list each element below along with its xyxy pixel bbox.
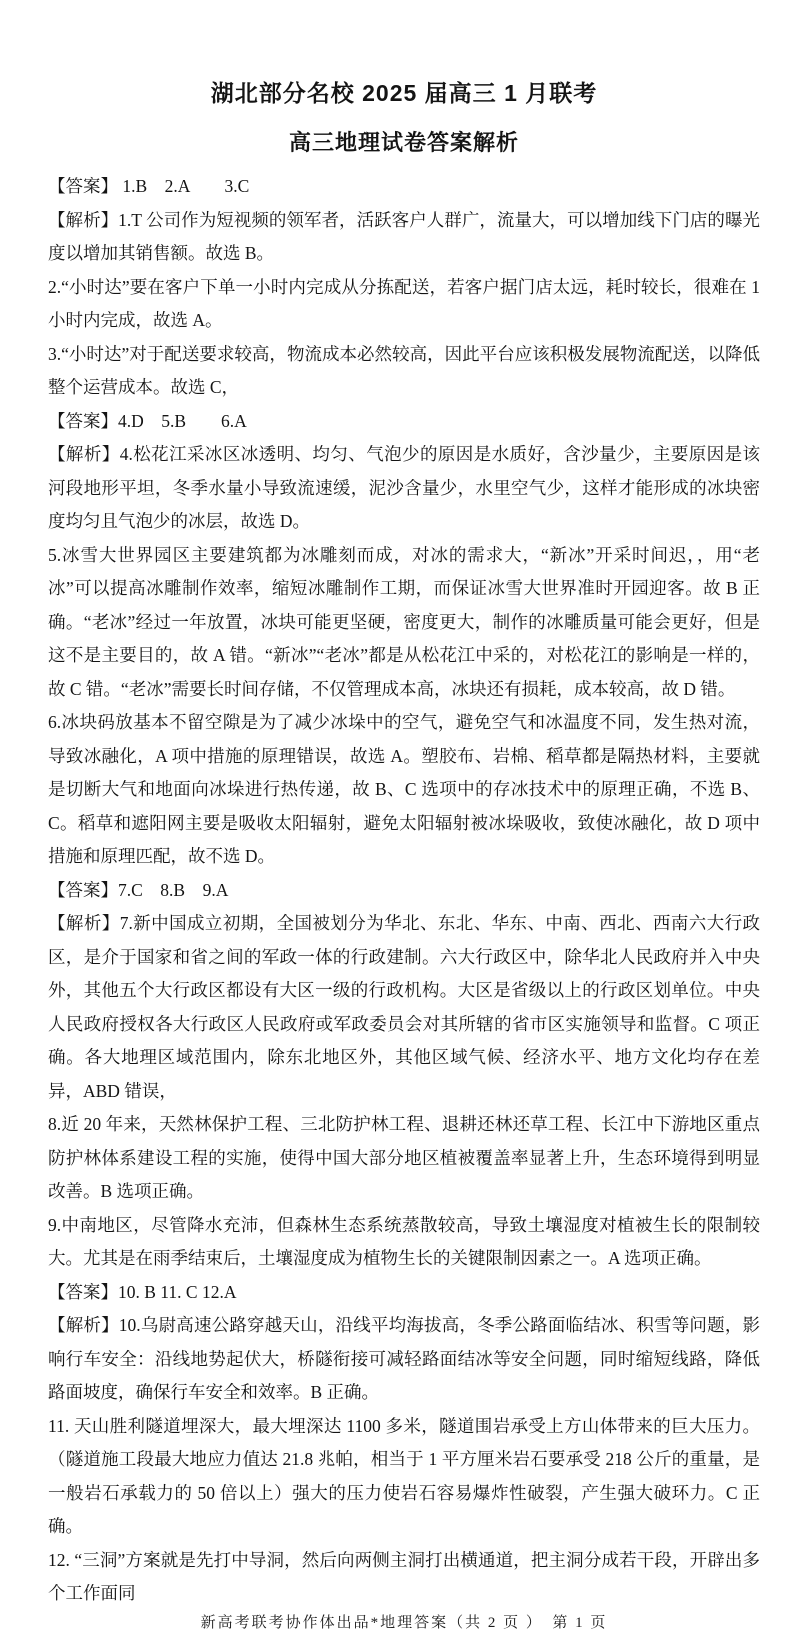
paragraph [48,438,760,539]
paragraph [48,271,760,338]
paragraph [48,405,760,439]
paragraph-text: 5.冰雪大世界园区主要建筑都为冰雕刻而成，对冰的需求大，“新冰”开采时间迟，，用“老冰”可以提高冰雕制作效率，缩短冰雕制作工期，而保证冰雪大世界准时开园迎客。故 B 正确。“老冰”经过一年放置，冰块可能更坚硬，密度更大，制作的冰雕质量可能会更好，但是这不是主要目的，故 A 错。“新冰”“老冰”都是从松花江中采的，对松花江的影响是一样的，故 C 错。“老冰”需要长时间存储，不仅管理成本高，冰块还有损耗，成本较高，故 D 错。 [48,544,760,699]
paragraph-text: 7.C 8.B 9.A [118,879,229,900]
paragraph-label: 【答案】 [48,176,118,196]
paragraph-label: 【解析】 [48,444,120,464]
paragraph-label: 【解析】 [48,913,120,933]
paragraph [48,706,760,874]
paragraph [48,170,760,204]
paragraph [48,1209,760,1276]
paragraph-label: 【解析】 [48,209,119,230]
paragraph [48,1309,760,1410]
paragraph [48,1544,760,1611]
paragraph [48,204,760,271]
paragraph-label: 【答案】 [48,1281,118,1302]
paragraph [48,1410,760,1544]
paragraph-text: 7.新中国成立初期，全国被划分为华北、东北、华东、中南、西北、西南六大行政区，是介于国家和省之间的军政一体的行政建制。六大行政区中，除华北人民政府并入中央外，其他五个大行政区都设有大区一级的行政机构。大区是省级以上的行政区划单位。中央人民政府授权各大行政区人民政府或军政委员会对其所辖的省市区实施领导和监督。C 项正确。各大地理区域范围内，除东北地区外，其他区域气候、经济水平、地方文化均存在差异，ABD 错误， [48,913,761,1101]
paragraph [48,874,760,908]
paragraph-text: 10.乌尉高速公路穿越天山，沿线平均海拔高，冬季公路面临结冰、积雪等问题，影响行车安全：沿线地势起伏大，桥隧衔接可减轻路面结冰等安全问题，同时缩短线路，降低路面坡度，确保行车安全和效率。B 正确。 [48,1315,761,1402]
paragraph-text: 6.冰块码放基本不留空隙是为了减少冰垛中的空气，避免空气和冰温度不同，发生热对流，导致冰融化，A 项中措施的原理错误，故选 A。塑胶布、岩棉、稻草都是隔热材料，主要就是切断大气和地面向冰垛进行热传递，故 B、C 选项中的存冰技术中的原理正确，不选 B、C。稻草和遮阳网主要是吸收太阳辐射，避免太阳辐射被冰垛吸收，致使冰融化，故 D 项中措施和原理匹配，故不选 D。 [48,712,760,866]
paragraph-text: 2.“小时达”要在客户下单一小时内完成从分拣配送，若客户据门店太远，耗时较长，很难在 1 小时内完成，故选 A。 [48,276,760,330]
paragraph-text: 4.D 5.B 6.A [118,410,247,431]
paragraph-text: 1.T 公司作为短视频的领军者，活跃客户人群广，流量大，可以增加线下门店的曝光度以增加其销售额。故选 B。 [48,209,761,263]
paragraph-text: 1.B 2.A 3.C [118,176,250,196]
page-footer: 新高考联考协作体出品*地理答案（共 2 页 ） 第 1 页 [200,1614,608,1631]
paragraph-label: 【答案】 [48,879,118,900]
paragraph-text: 4.松花江采冰区冰透明、均匀、气泡少的原因是水质好，含沙量少，主要原因是该河段地形平坦，冬季水量小导致流速缓，泥沙含量少，水里空气少，这样才能形成的冰块密度均匀且气泡少的冰层，故选 D。 [48,444,761,531]
paragraph-text: 10. B 11. C 12.A [118,1281,237,1302]
paragraph [48,1276,760,1310]
page-title: 湖北部分名校 2025 届高三 1 月联考 [210,80,598,106]
paragraph-text: 8.近 20 年来，天然林保护工程、三北防护林工程、退耕还林还草工程、长江中下游地区重点防护林体系建设工程的实施，使得中国大部分地区植被覆盖率显著上升，生态环境得到明显改善。B 选项正确。 [48,1114,760,1201]
paragraph-list [48,170,760,1611]
paragraph-text: 3.“小时达”对于配送要求较高，物流成本必然较高，因此平台应该积极发展物流配送，以降低整个运营成本。故选 C， [48,343,760,397]
paragraph-label: 【解析】 [48,1315,119,1335]
paragraph [48,338,760,405]
page-subtitle: 高三地理试卷答案解析 [288,130,519,155]
paragraph-text: 9.中南地区，尽管降水充沛，但森林生态系统蒸散较高，导致土壤湿度对植被生长的限制较大。尤其是在雨季结束后，土壤湿度成为植物生长的关键限制因素之一。A 选项正确。 [48,1214,760,1268]
paragraph [48,539,760,707]
paragraph-label: 【答案】 [48,410,118,431]
paragraph [48,907,760,1108]
paragraph [48,1108,760,1209]
paragraph-text: 12. “三洞”方案就是先打中导洞，然后向两侧主洞打出横通道，把主洞分成若干段，开辟出多个工作面同 [48,1549,760,1603]
paragraph-text: 11. 天山胜利隧道埋深大，最大埋深达 1100 多米，隧道围岩承受上方山体带来的巨大压力。（隧道施工段最大地应力值达 21.8 兆帕，相当于 1 平方厘米岩石要承受 218 公斤的重量，是一般岩石承载力的 50 倍以上）强大的压力使岩石容易爆炸性破裂，产生强大破环力。C 正确。 [48,1415,760,1536]
